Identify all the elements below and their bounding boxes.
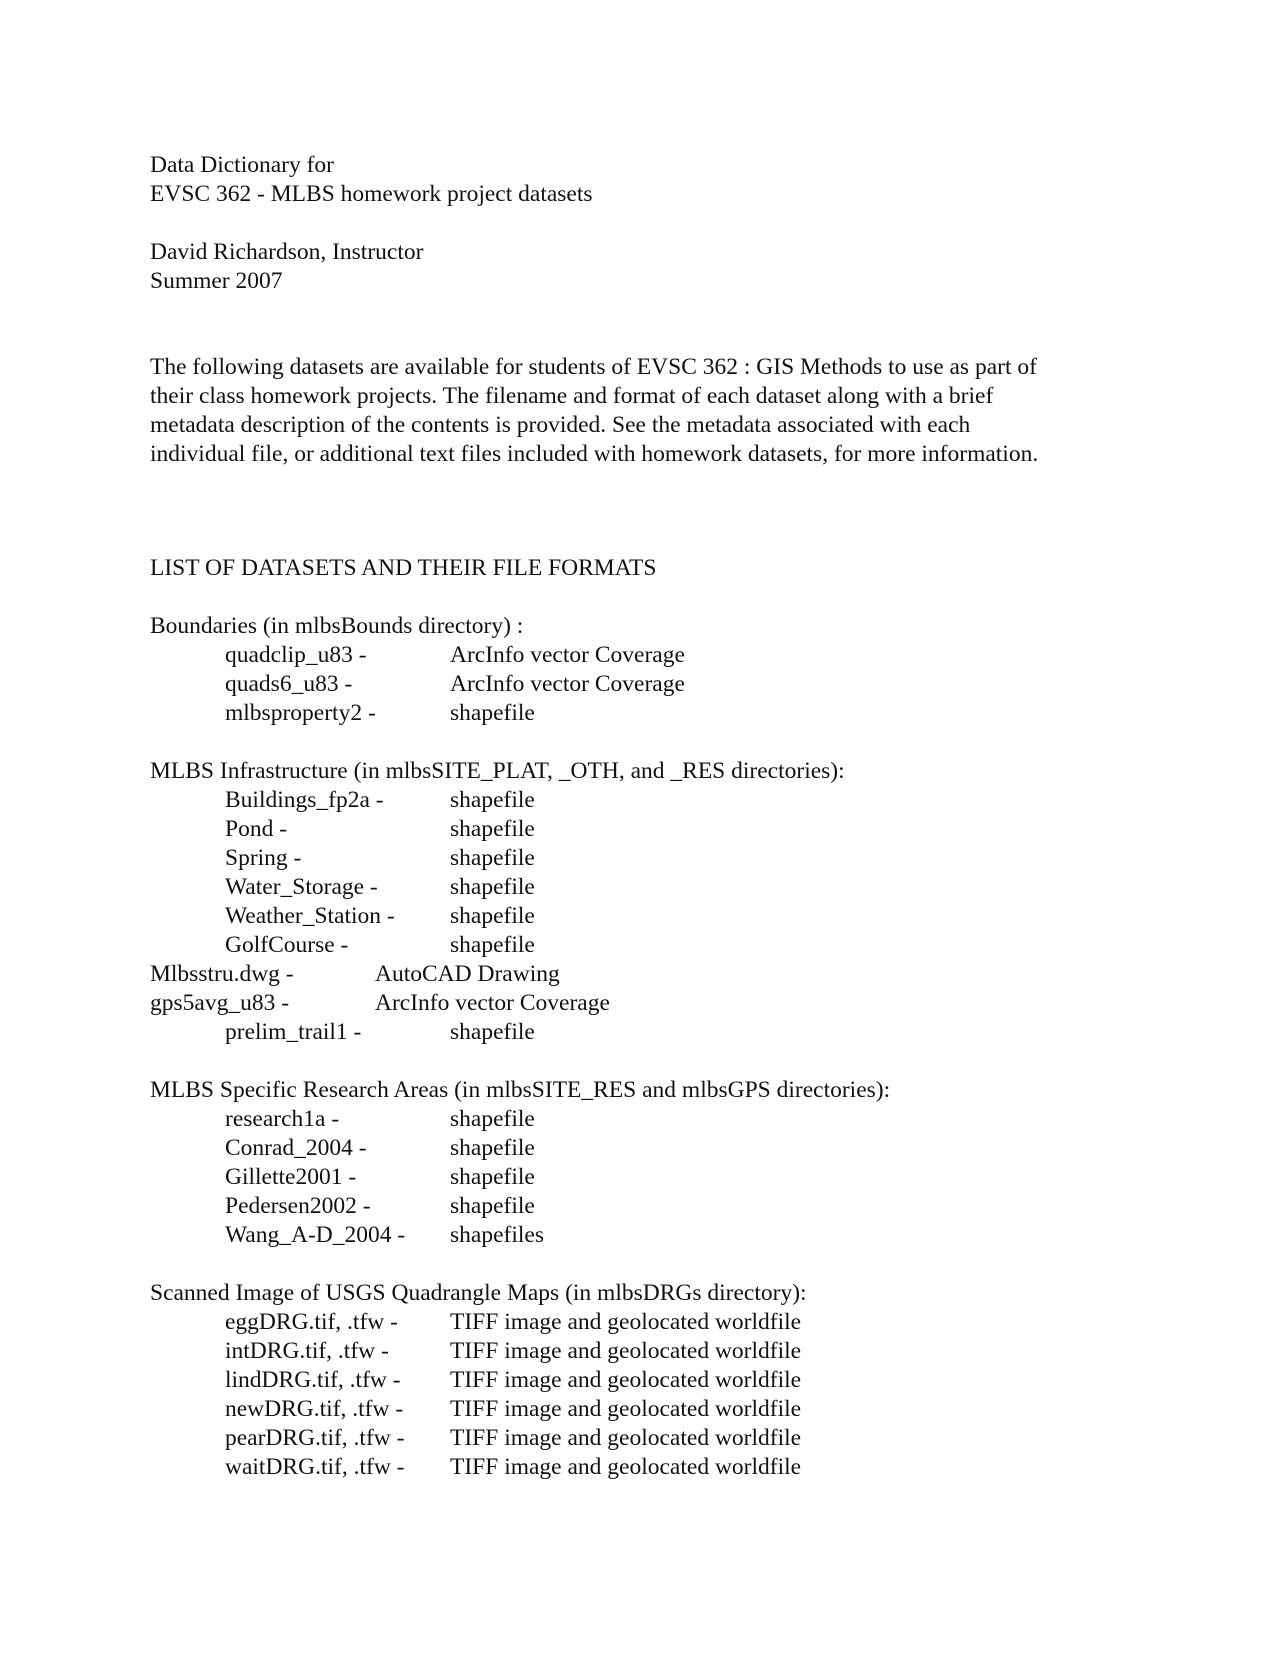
dataset-name: gps5avg_u83 -: [150, 990, 290, 1016]
list-item: [225, 844, 535, 873]
dataset-format: TIFF image and geolocated worldfile: [450, 1367, 802, 1393]
dataset-format: TIFF image and geolocated worldfile: [450, 1425, 802, 1451]
list-item: [150, 960, 560, 989]
term-line: Summer 2007: [150, 268, 283, 294]
list-item: [225, 1134, 535, 1163]
list-item: [225, 699, 535, 728]
dataset-format: shapefile: [450, 932, 535, 958]
dataset-format: shapefile: [450, 700, 535, 726]
dataset-format: ArcInfo vector Coverage: [375, 990, 610, 1016]
dataset-name: lindDRG.tif, .tfw -: [225, 1367, 401, 1393]
dataset-name: quadclip_u83 -: [225, 642, 367, 668]
list-item: [225, 815, 535, 844]
dataset-name: Buildings_fp2a -: [225, 787, 384, 813]
list-item: [225, 641, 685, 670]
section-heading-boundaries: Boundaries (in mlbsBounds directory) :: [150, 613, 524, 639]
section-heading-research-areas: MLBS Specific Research Areas (in mlbsSITE_RES and mlbsGPS directories):: [150, 1077, 891, 1103]
dataset-name: GolfCourse -: [225, 932, 349, 958]
list-item: [225, 1337, 802, 1366]
dataset-name: waitDRG.tif, .tfw -: [225, 1454, 405, 1480]
dataset-format: AutoCAD Drawing: [375, 961, 560, 987]
list-item: [225, 1366, 802, 1395]
dataset-format: shapefile: [450, 1106, 535, 1132]
dataset-format: ArcInfo vector Coverage: [450, 642, 685, 668]
list-item: [225, 1424, 802, 1453]
title-line-1: Data Dictionary for: [150, 152, 335, 178]
dataset-format: TIFF image and geolocated worldfile: [450, 1309, 802, 1335]
list-item: [225, 786, 535, 815]
dataset-format: TIFF image and geolocated worldfile: [450, 1338, 802, 1364]
dataset-name: eggDRG.tif, .tfw -: [225, 1309, 398, 1335]
section-heading-scanned-images: Scanned Image of USGS Quadrangle Maps (in mlbsDRGs directory):: [150, 1280, 807, 1306]
dataset-name: pearDRG.tif, .tfw -: [225, 1425, 405, 1451]
dataset-name: intDRG.tif, .tfw -: [225, 1338, 389, 1364]
dataset-format: ArcInfo vector Coverage: [450, 671, 685, 697]
dataset-name: Wang_A-D_2004 -: [225, 1222, 406, 1248]
dataset-format: shapefile: [450, 874, 535, 900]
intro-paragraph: The following datasets are available for students of EVSC 362 : GIS Methods to use as part of their class homework projects. The filename and format of each dataset along with a brief metadata description of the contents is provided. See the metadata associated with each individual file, or additional text files included with homework datasets, for more information.: [150, 354, 1039, 467]
dataset-format: shapefiles: [450, 1222, 544, 1248]
dataset-format: shapefile: [450, 1164, 535, 1190]
title-line-2: EVSC 362 - MLBS homework project datasets: [150, 181, 593, 207]
dataset-name: prelim_trail1 -: [225, 1019, 362, 1045]
list-item: [225, 1308, 802, 1337]
dataset-name: Pedersen2002 -: [225, 1193, 371, 1219]
author-line: David Richardson, Instructor: [150, 239, 424, 265]
list-item: [225, 1192, 535, 1221]
dataset-name: mlbsproperty2 -: [225, 700, 376, 726]
list-item: [225, 1453, 802, 1482]
dataset-format: TIFF image and geolocated worldfile: [450, 1454, 802, 1480]
dataset-format: shapefile: [450, 1135, 535, 1161]
dataset-format: shapefile: [450, 787, 535, 813]
list-item: [225, 1163, 535, 1192]
list-item: [225, 902, 535, 931]
list-item: [225, 1395, 802, 1424]
dataset-name: Spring -: [225, 845, 302, 871]
list-item: [225, 670, 685, 699]
section-heading-infrastructure: MLBS Infrastructure (in mlbsSITE_PLAT, _OTH, and _RES directories):: [150, 758, 845, 784]
list-item: [150, 989, 610, 1018]
dataset-format: shapefile: [450, 816, 535, 842]
dataset-format: shapefile: [450, 845, 535, 871]
list-item: [225, 873, 535, 902]
dataset-name: Pond -: [225, 816, 288, 842]
list-item: [225, 1221, 544, 1250]
dataset-format: shapefile: [450, 1019, 535, 1045]
dataset-format: shapefile: [450, 1193, 535, 1219]
list-item: [225, 1105, 535, 1134]
dataset-name: research1a -: [225, 1106, 340, 1132]
dataset-name: Conrad_2004 -: [225, 1135, 367, 1161]
dataset-name: Mlbsstru.dwg -: [150, 961, 294, 987]
dataset-format: TIFF image and geolocated worldfile: [450, 1396, 802, 1422]
dataset-name: quads6_u83 -: [225, 671, 353, 697]
dataset-name: newDRG.tif, .tfw -: [225, 1396, 404, 1422]
list-item: [225, 1018, 535, 1047]
dataset-format: shapefile: [450, 903, 535, 929]
dataset-name: Weather_Station -: [225, 903, 395, 929]
dataset-name: Water_Storage -: [225, 874, 378, 900]
list-heading: LIST OF DATASETS AND THEIR FILE FORMATS: [150, 555, 657, 581]
dataset-name: Gillette2001 -: [225, 1164, 357, 1190]
list-item: [225, 931, 535, 960]
